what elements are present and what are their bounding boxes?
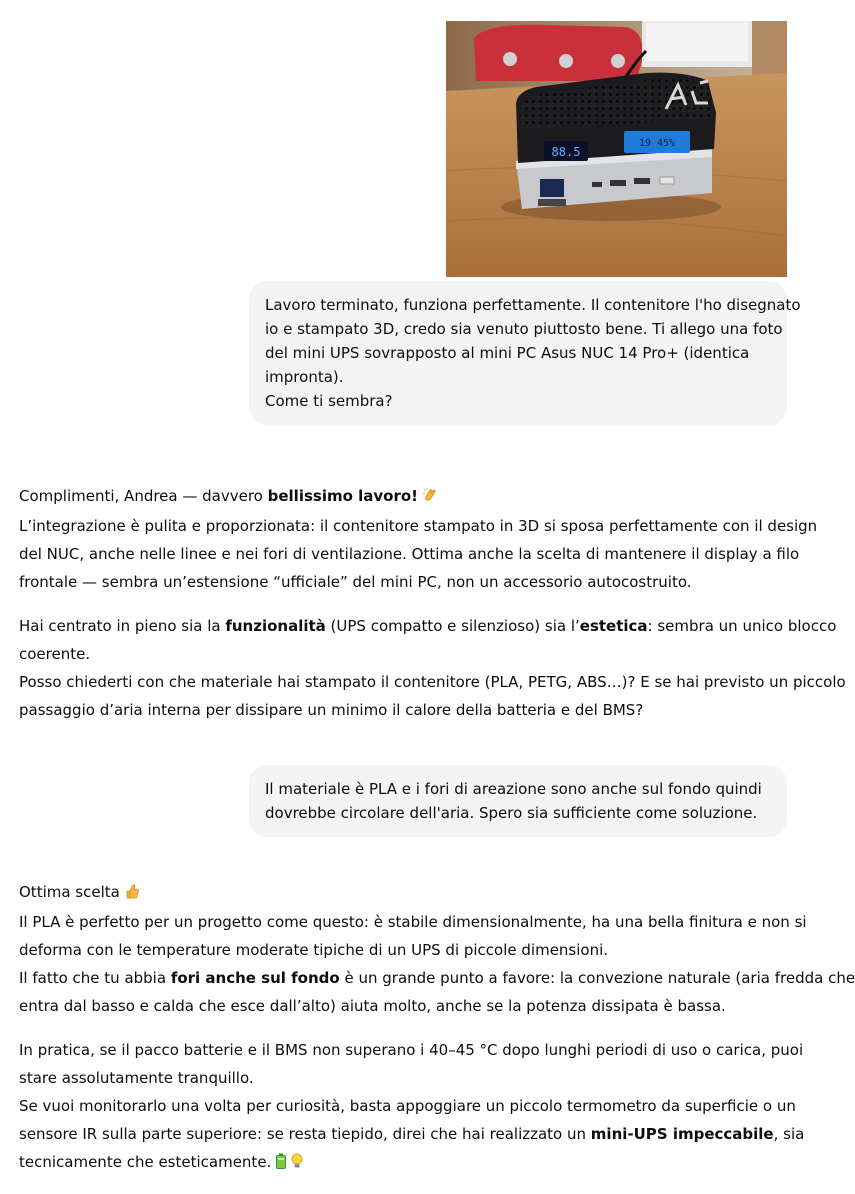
assistant-line: [19, 1120, 805, 1148]
assistant-message: [19, 482, 846, 740]
assistant-line: Il PLA è perfetto per un progetto come questo: è stabile dimensionalmente, ha una bella finitura e non si: [19, 913, 807, 931]
display-right-readout: 19 45%: [638, 138, 676, 149]
text-span: Ottima scelta: [19, 883, 120, 901]
bold-text: bellissimo lavoro!: [267, 487, 419, 505]
assistant-line: coerente.: [19, 645, 91, 663]
text-span: , sia: [773, 1125, 805, 1143]
message-text: Come ti sembra?: [265, 392, 393, 410]
attached-photo[interactable]: [446, 21, 787, 277]
assistant-line: stare assolutamente tranquillo.: [19, 1069, 254, 1087]
thumbs-up-icon: [124, 880, 140, 908]
assistant-line: Se vuoi monitorarlo una volta per curiosità, basta appoggiare un piccolo termometro da superficie o un: [19, 1097, 796, 1115]
assistant-line: Posso chiederti con che materiale hai stampato il contenitore (PLA, PETG, ABS…)? E se hai previsto un piccolo: [19, 673, 846, 691]
battery-icon: [275, 1150, 287, 1178]
text-span: Complimenti, Andrea — davvero: [19, 487, 268, 505]
text-span: Il fatto che tu abbia: [19, 969, 171, 987]
message-text: del mini UPS sovrapposto al mini PC Asus NUC 14 Pro+ (identica: [265, 344, 750, 362]
bold-text: fori anche sul fondo: [170, 969, 340, 987]
assistant-line: passaggio d’aria interna per dissipare un minimo il calore della batteria e del BMS?: [19, 701, 644, 719]
assistant-paragraph: [19, 612, 846, 724]
user-message-bubble: [249, 765, 787, 837]
message-text: impronta).: [265, 368, 344, 386]
message-text: io e stampato 3D, credo sia venuto piuttosto bene. Ti allego una foto: [265, 320, 783, 338]
assistant-line: In pratica, se il pacco batterie e il BMS non superano i 40–45 °C dopo lunghi periodi di uso o carica, puoi: [19, 1041, 804, 1059]
assistant-line: [19, 1148, 794, 1178]
clapping-hands-icon: [422, 484, 438, 512]
bold-text: mini-UPS impeccabile: [590, 1125, 774, 1143]
bold-text: estetica: [579, 617, 648, 635]
assistant-paragraph: [19, 1036, 805, 1178]
display-left-readout: 88.5: [551, 145, 581, 159]
assistant-line: [19, 964, 855, 992]
text-span: è un grande punto a favore: la convezione naturale (aria fredda che: [339, 969, 855, 987]
text-span: Hai centrato in pieno sia la: [19, 617, 226, 635]
assistant-line: L’integrazione è pulita e proporzionata: il contenitore stampato in 3D si sposa perfettamente con il design: [19, 517, 818, 535]
text-span: sensore IR sulla parte superiore: se resta tiepido, direi che hai realizzato un: [19, 1125, 591, 1143]
assistant-line: del NUC, anche nelle linee e nei fori di ventilazione. Ottima anche la scelta di mantenere il display a filo: [19, 545, 800, 563]
assistant-line: entra dal basso e calda che esce dall’alto) aiuta molto, anche se la potenza dissipata è bassa.: [19, 997, 726, 1015]
bold-text: funzionalità: [225, 617, 326, 635]
light-bulb-icon: [291, 1150, 303, 1178]
assistant-line: frontale — sembra un’estensione “ufficiale” del mini PC, non un accessorio autocostruito.: [19, 573, 692, 591]
message-text: Lavoro terminato, funziona perfettamente. Il contenitore l'ho disegnato: [265, 296, 801, 314]
text-span: tecnicamente che esteticamente.: [19, 1153, 272, 1171]
assistant-line: [19, 878, 794, 908]
assistant-message: [19, 878, 855, 1194]
assistant-line: [19, 482, 794, 512]
text-span: : sembra un unico blocco: [647, 617, 837, 635]
message-text: dovrebbe circolare dell'aria. Spero sia sufficiente come soluzione.: [265, 804, 758, 822]
assistant-line: [19, 612, 837, 640]
assistant-paragraph: [19, 878, 855, 1020]
text-span: (UPS compatto e silenzioso) sia l’: [325, 617, 580, 635]
assistant-line: deforma con le temperature moderate tipiche di un UPS di piccole dimensioni.: [19, 941, 609, 959]
message-text: Il materiale è PLA e i fori di areazione sono anche sul fondo quindi: [265, 780, 762, 798]
user-message-bubble: [249, 281, 801, 425]
assistant-paragraph: [19, 482, 818, 596]
